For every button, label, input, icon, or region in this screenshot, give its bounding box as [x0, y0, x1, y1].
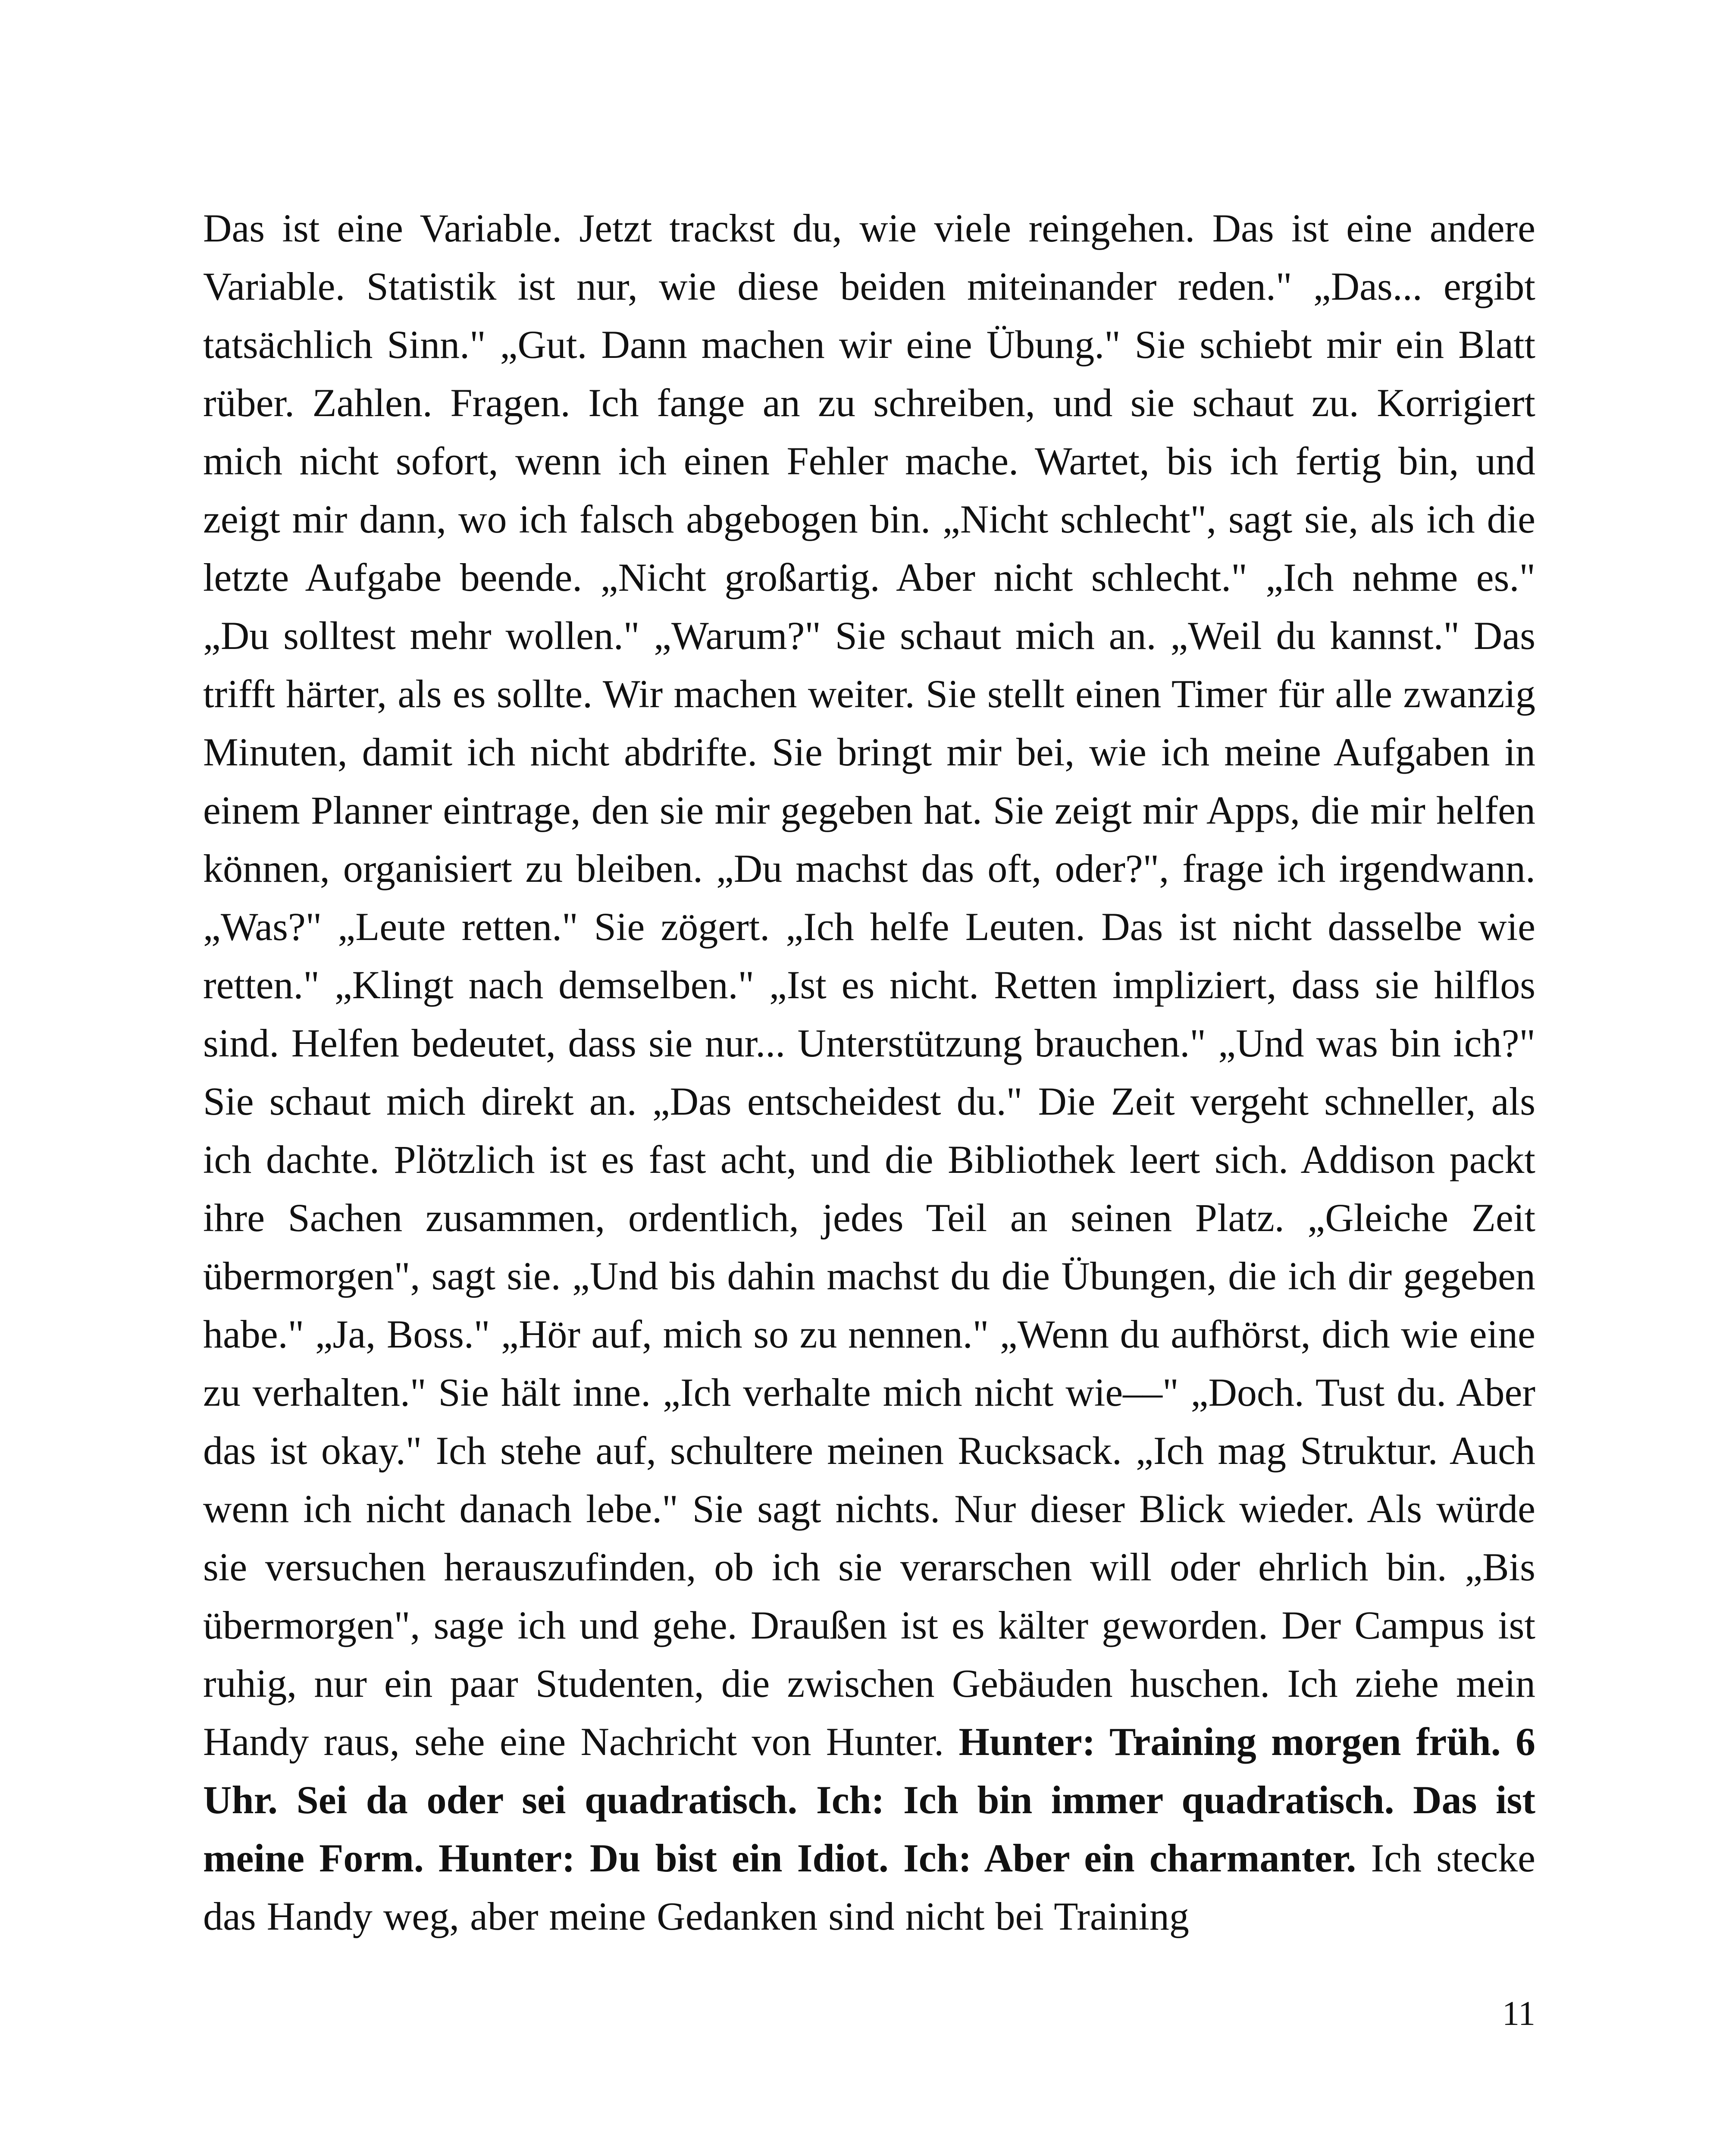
page-number: 11 — [1502, 1995, 1535, 2033]
paragraph-bold-chat-messages: Hunter: Training morgen früh. 6 Uhr. Sei da oder sei quadratisch. Ich: Ich bin immer quadratisch. Das ist meine Form. Hunter: Du bist ein Idiot. Ich: Aber ein charmanter. — [203, 1720, 1535, 1880]
paragraph-text-part-1: Das ist eine Variable. Jetzt trackst du, wie viele reingehen. Das ist eine andere Variable. Statistik ist nur, wie diese beiden miteinander reden." „Das... ergibt tatsächlich Sinn." „Gut. Dann machen wir eine Übung." Sie schiebt mir ein Blatt rüber. Zahlen. Fragen. Ich fange an zu schreiben, und sie schaut zu. Korrigiert mich nicht sofort, wenn ich einen Fehler mache. Wartet, bis ich fertig bin, und zeigt mir dann, wo ich falsch abgebogen bin. „Nicht schlecht", sagt sie, als ich die letzte Aufgabe beende. „Nicht großartig. Aber nicht schlecht." „Ich nehme es." „Du solltest mehr wollen." „Warum?" Sie schaut mich an. „Weil du kannst." Das trifft härter, als es sollte. Wir machen weiter. Sie stellt einen Timer für alle zwanzig Minuten, damit ich nicht abdrifte. Sie bringt mir bei, wie ich meine Aufgaben in einem Planner eintrage, den sie mir gegeben hat. Sie zeigt mir Apps, die mir helfen können, organisiert zu bleiben. „Du machst das oft, oder?", frage ich irgendwann. „Was?" „Leute retten." Sie zögert. „Ich helfe Leuten. Das ist nicht dasselbe wie retten." „Klingt nach demselben." „Ist es nicht. Retten impliziert, dass sie hilflos sind. Helfen bedeutet, dass sie nur... Unterstützung brauchen." „Und was bin ich?" Sie schaut mich direkt an. „Das entscheidest du." Die Zeit vergeht schneller, als ich dachte. Plötzlich ist es fast acht, und die Bibliothek leert sich. Addison packt ihre Sachen zusammen, ordentlich, jedes Teil an seinen Platz. „Gleiche Zeit übermorgen", sagt sie. „Und bis dahin machst du die Übungen, die ich dir gegeben habe." „Ja, Boss." „Hör auf, mich so zu nennen." „Wenn du aufhörst, dich wie eine zu verhalten." Sie hält inne. „Ich verhalte mich nicht wie–​–" „Doch. Tust du. Aber das ist okay." Ich stehe auf, schultere meinen Rucksack. „Ich mag Struktur. Auch wenn ich nicht danach lebe." Sie sagt nichts. Nur dieser Blick wieder. Als würde sie versuchen herauszufinden, ob ich sie verarschen will oder ehrlich bin. „Bis übermorgen", sage ich und gehe. Draußen ist es kälter geworden. Der Campus ist ruhig, nur ein paar Studenten, die zwischen Gebäuden huschen. Ich ziehe mein Handy raus, sehe eine Nachricht von Hunter. — [203, 206, 1535, 1764]
paragraph-text-part-2: Ich stecke das Handy weg, aber meine Gedanken sind nicht bei Training — [203, 1836, 1535, 1938]
body-paragraph — [203, 199, 1535, 1946]
